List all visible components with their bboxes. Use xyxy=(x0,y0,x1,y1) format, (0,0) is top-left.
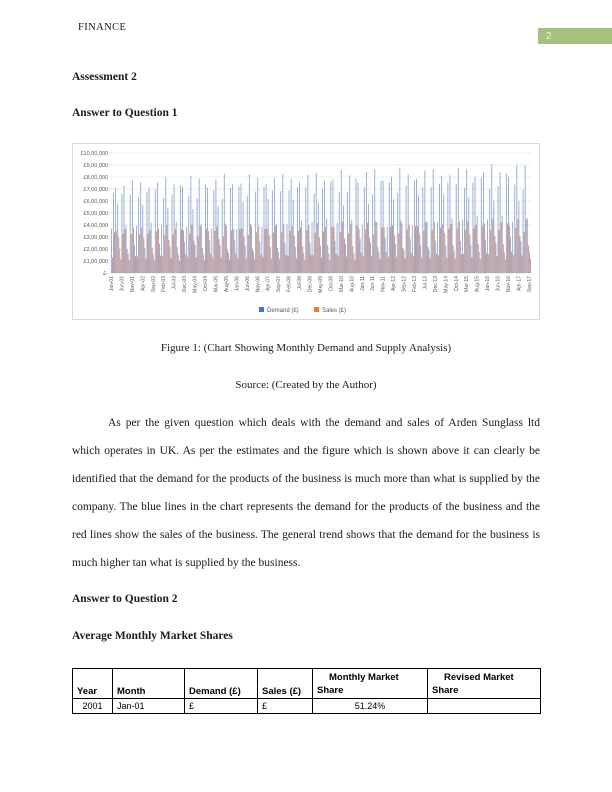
sales-bars xyxy=(112,219,531,273)
svg-text:£5,00,000: £5,00,000 xyxy=(83,211,108,217)
cell-month: Jan-01 xyxy=(113,699,185,714)
svg-text:Aug-10: Aug-10 xyxy=(349,276,356,293)
svg-text:Jun-06: Jun-06 xyxy=(244,276,251,292)
demand-bars xyxy=(111,164,530,273)
svg-text:Sales (£): Sales (£) xyxy=(322,308,347,314)
svg-text:Jan-11: Jan-11 xyxy=(359,276,366,291)
svg-text:£6,00,000: £6,00,000 xyxy=(83,199,108,205)
svg-text:Mar-10: Mar-10 xyxy=(338,276,345,292)
market-share-table xyxy=(72,668,541,714)
legend-swatch xyxy=(314,307,319,312)
col-month: Month xyxy=(113,669,185,699)
col-revised-market-share: Revised Market Share xyxy=(428,669,541,699)
svg-text:Mar-05: Mar-05 xyxy=(213,276,220,292)
svg-text:Nov-11: Nov-11 xyxy=(380,276,387,292)
svg-text:Jul-03: Jul-03 xyxy=(171,276,178,290)
svg-text:Jan-01: Jan-01 xyxy=(109,276,115,292)
svg-text:Oct-14: Oct-14 xyxy=(453,276,460,292)
svg-text:Aug-05: Aug-05 xyxy=(223,276,230,293)
svg-text:Feb-13: Feb-13 xyxy=(411,276,418,292)
svg-text:Dec-03: Dec-03 xyxy=(182,276,189,293)
svg-text:£4,00,000: £4,00,000 xyxy=(83,223,108,229)
col-demand: Demand (£) xyxy=(185,669,258,699)
figure-source: Source: (Created by the Author) xyxy=(235,379,377,391)
cell-sales: £ xyxy=(258,699,313,714)
svg-text:May-04: May-04 xyxy=(192,276,199,293)
svg-text:May-09: May-09 xyxy=(317,276,324,293)
svg-text:Jul-13: Jul-13 xyxy=(422,276,429,290)
svg-text:Dec-08: Dec-08 xyxy=(307,276,314,293)
svg-text:Apr-02: Apr-02 xyxy=(140,276,147,292)
cell-year: 2001 xyxy=(73,699,113,714)
svg-text:Dec-13: Dec-13 xyxy=(432,276,439,293)
svg-text:Nov-01: Nov-01 xyxy=(129,276,136,293)
cell-demand: £ xyxy=(185,699,258,714)
svg-text:£8,00,000: £8,00,000 xyxy=(83,175,108,181)
svg-text:£7,00,000: £7,00,000 xyxy=(83,187,108,193)
svg-text:Jun-01: Jun-01 xyxy=(119,276,126,292)
table-row xyxy=(73,699,541,714)
svg-text:£-: £- xyxy=(103,271,108,277)
svg-text:Feb-03: Feb-03 xyxy=(161,276,168,292)
chart-svg xyxy=(73,144,539,319)
svg-text:Sep-17: Sep-17 xyxy=(526,276,533,293)
svg-text:Sep-02: Sep-02 xyxy=(150,276,157,293)
svg-text:Mar-15: Mar-15 xyxy=(464,276,471,292)
cell-monthly-market-share: 51.24% xyxy=(313,699,428,714)
svg-text:Nov-06: Nov-06 xyxy=(255,276,262,293)
svg-text:Jun-16: Jun-16 xyxy=(495,276,502,292)
figure-caption: Figure 1: (Chart Showing Monthly Demand and Supply Analysis) xyxy=(160,342,452,354)
heading-assessment: Assessment 2 xyxy=(72,71,137,83)
col-monthly-market-share: Monthly Market Share xyxy=(313,669,428,699)
table-header-row xyxy=(73,669,541,699)
svg-text:Jan-06: Jan-06 xyxy=(234,276,241,292)
svg-text:Oct-04: Oct-04 xyxy=(203,276,210,292)
svg-text:May-14: May-14 xyxy=(443,276,450,293)
page-number-badge xyxy=(538,28,612,44)
cell-revised-market-share xyxy=(428,699,541,714)
demand-sales-chart xyxy=(72,143,540,320)
svg-text:Feb-08: Feb-08 xyxy=(286,276,293,292)
col-sales: Sales (£) xyxy=(258,669,313,699)
svg-text:£1,00,000: £1,00,000 xyxy=(83,259,108,265)
running-header: FINANCE xyxy=(78,22,127,33)
x-axis-labels xyxy=(109,276,533,293)
svg-text:Jul-08: Jul-08 xyxy=(297,276,304,290)
heading-answer-question-1: Answer to Question 1 xyxy=(72,107,178,119)
svg-text:Aug-15: Aug-15 xyxy=(474,276,481,293)
svg-text:Oct-09: Oct-09 xyxy=(328,276,335,292)
svg-text:Jan-16: Jan-16 xyxy=(485,276,492,292)
svg-text:Demand (£): Demand (£) xyxy=(267,308,299,314)
col-year: Year xyxy=(73,669,113,699)
page-number: 2 xyxy=(546,30,552,42)
svg-text:Jun-11: Jun-11 xyxy=(370,276,377,291)
svg-text:Sep-07: Sep-07 xyxy=(276,276,283,293)
heading-average-monthly-market-shares: Average Monthly Market Shares xyxy=(72,630,233,642)
svg-text:Apr-12: Apr-12 xyxy=(391,276,398,292)
svg-text:Sep-12: Sep-12 xyxy=(401,276,408,293)
legend-swatch xyxy=(259,307,264,312)
svg-text:Apr-17: Apr-17 xyxy=(516,276,523,292)
svg-text:£9,00,000: £9,00,000 xyxy=(83,163,108,169)
svg-text:Apr-07: Apr-07 xyxy=(265,276,272,292)
body-paragraph: As per the given question which deals with the demand and sales of Arden Sunglass ltd which operates in UK. As per the estimates and the figure which is shown above it can clearly be identified that the demand for the products of the business is much more than what is supplied by the company. The blue lines in the chart represents the demand for the products of the business and the red lines show the sales of the business. The general trend shows that the demand for the business is much higher tan what is supplied by the business. xyxy=(72,417,540,569)
chart-legend xyxy=(259,307,346,314)
svg-text:Nov-16: Nov-16 xyxy=(506,276,513,293)
y-axis-labels xyxy=(80,151,108,277)
heading-answer-question-2: Answer to Question 2 xyxy=(72,593,178,605)
svg-text:£3,00,000: £3,00,000 xyxy=(83,235,108,241)
svg-text:£2,00,000: £2,00,000 xyxy=(83,247,108,253)
svg-text:£10,00,000: £10,00,000 xyxy=(80,151,108,157)
